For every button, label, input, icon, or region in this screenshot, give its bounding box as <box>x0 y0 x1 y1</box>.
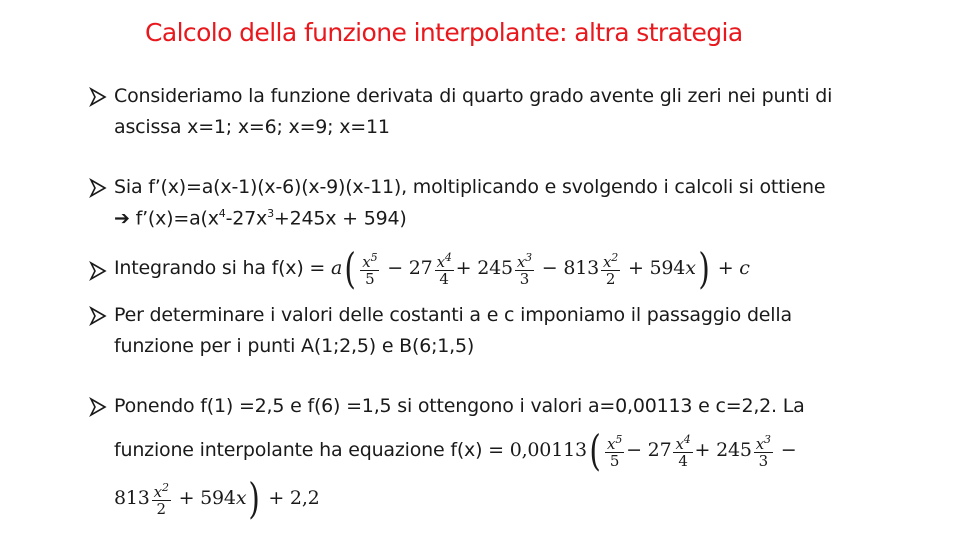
bullet-2-line-1: Sia f’(x)=a(x-1)(x-6)(x-9)(x-11), moltiplicando e svolgendo i calcoli si ottiene <box>114 176 826 198</box>
arrowhead-bullet-icon <box>88 397 108 417</box>
bullet-5-line-3: 813 $\frac{x^2}{2}$ + 594x) + 2,2 <box>114 473 320 523</box>
slide-title: Calcolo della funzione interpolante: altra strategia <box>145 18 743 47</box>
arrowhead-bullet-icon <box>88 306 108 326</box>
bullet-1-line-1: Consideriamo la funzione derivata di quarto grado avente gli zeri nei punti di <box>114 85 833 107</box>
arrowhead-bullet-icon <box>88 87 108 107</box>
bullet-2-line-2: ➔ $f’(x)=a(x^4-27x^3+245x + 594)$ <box>114 207 407 230</box>
bullet-5-line-1: Ponendo f(1) =2,5 e f(6) =1,5 si ottengono i valori a=0,00113 e c=2,2. La <box>114 395 805 417</box>
bullet-5-line-2: funzione interpolante ha equazione f(x) = 0,00113( $\frac{x^5}{5}$ − 27 $\frac{x^4}{4}$ + 245 $\frac{x^3}{3}$ − <box>114 425 797 475</box>
arrowhead-bullet-icon <box>88 261 108 281</box>
arrowhead-bullet-icon <box>88 178 108 198</box>
bullet-3-integral-formula: Integrando si ha f(x) = a( $\frac{x^5}{5}$ − 27 $\frac{x^4}{4}$ + 245 $\frac{x^3}{3}$ − 813 $\frac{x^2}{2}$ + 594x) + c <box>114 243 750 293</box>
right-arrow-icon: ➔ <box>114 207 130 230</box>
bullet-1-line-2: ascissa x=1; x=6; x=9; x=11 <box>114 116 390 138</box>
bullet-4-line-2: funzione per i punti A(1;2,5) e B(6;1,5) <box>114 335 475 357</box>
bullet-4-line-1: Per determinare i valori delle costanti a e c imponiamo il passaggio della <box>114 304 792 326</box>
